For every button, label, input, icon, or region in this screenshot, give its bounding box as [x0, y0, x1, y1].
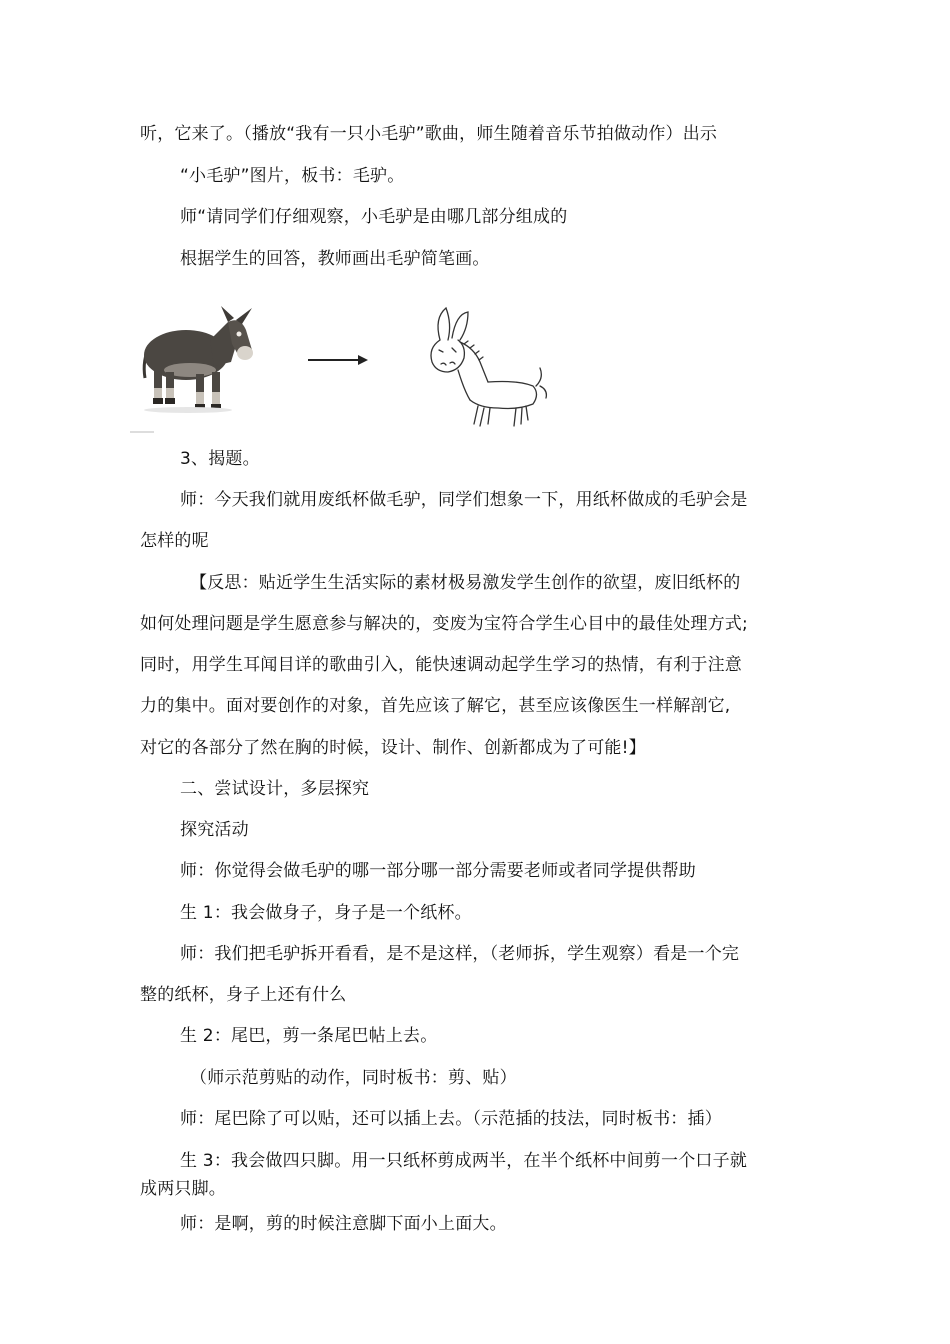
- donkey-sketch: [431, 308, 546, 426]
- paragraph-line: 根据学生的回答，教师画出毛驴简笔画。: [180, 249, 490, 269]
- paragraph-line: 师：是啊，剪的时候注意脚下面小上面大。: [180, 1214, 507, 1234]
- donkey-photo: [130, 306, 253, 432]
- paragraph-line: 怎样的呢: [140, 531, 209, 551]
- section-heading: 二、尝试设计，多层探究: [180, 779, 370, 799]
- paragraph-line: 整的纸杯，身子上还有什么: [140, 985, 347, 1005]
- paragraph-line: 师：我们把毛驴拆开看看，是不是这样，（老师拆，学生观察）看是一个完: [180, 944, 740, 964]
- reflection-line: 力的集中。面对要创作的对象，首先应该了解它，甚至应该像医生一样解剖它,: [140, 696, 731, 716]
- paragraph-line: 听，它来了。（播放“我有一只小毛驴”歌曲，师生随着音乐节拍做动作）出示: [140, 124, 718, 144]
- paragraph-line: 师：你觉得会做毛驴的哪一部分哪一部分需要老师或者同学提供帮助: [180, 861, 696, 881]
- reflection-line: 同时，用学生耳闻目详的歌曲引入，能快速调动起学生学习的热情，有利于注意: [140, 655, 742, 675]
- paragraph-line: 生 3：我会做四只脚。用一只纸杯剪成两半，在半个纸杯中间剪一个口子就: [180, 1151, 748, 1171]
- paragraph-line: 生 2：尾巴，剪一条尾巴帖上去。: [180, 1026, 438, 1046]
- section-heading: 3、揭题。: [180, 449, 260, 469]
- paragraph-line: 师：今天我们就用废纸杯做毛驴，同学们想象一下，用纸杯做成的毛驴会是: [180, 490, 748, 510]
- donkey-figure-svg: [128, 300, 568, 435]
- subsection-heading: 探究活动: [180, 820, 249, 840]
- donkey-figure: [128, 300, 568, 435]
- paragraph-line: 师：尾巴除了可以贴，还可以插上去。（示范插的技法，同时板书：插）: [180, 1109, 722, 1129]
- reflection-line: 对它的各部分了然在胸的时候，设计、制作、创新都成为了可能!】: [140, 738, 646, 758]
- paragraph-line: 师“请同学们仔细观察，小毛驴是由哪几部分组成的: [180, 207, 568, 227]
- reflection-line: 【反思：贴近学生生活实际的素材极易激发学生创作的欲望，废旧纸杯的: [190, 573, 741, 593]
- paragraph-line: （师示范剪贴的动作，同时板书：剪、贴）: [190, 1068, 517, 1088]
- paragraph-line: 生 1：我会做身子，身子是一个纸杯。: [180, 903, 472, 923]
- paragraph-line: “小毛驴”图片，板书：毛驴。: [180, 166, 405, 186]
- right-arrow-icon: [308, 355, 368, 365]
- paragraph-line: 成两只脚。: [140, 1179, 226, 1199]
- reflection-line: 如何处理问题是学生愿意参与解决的，变废为宝符合学生心目中的最佳处理方式;: [140, 614, 748, 634]
